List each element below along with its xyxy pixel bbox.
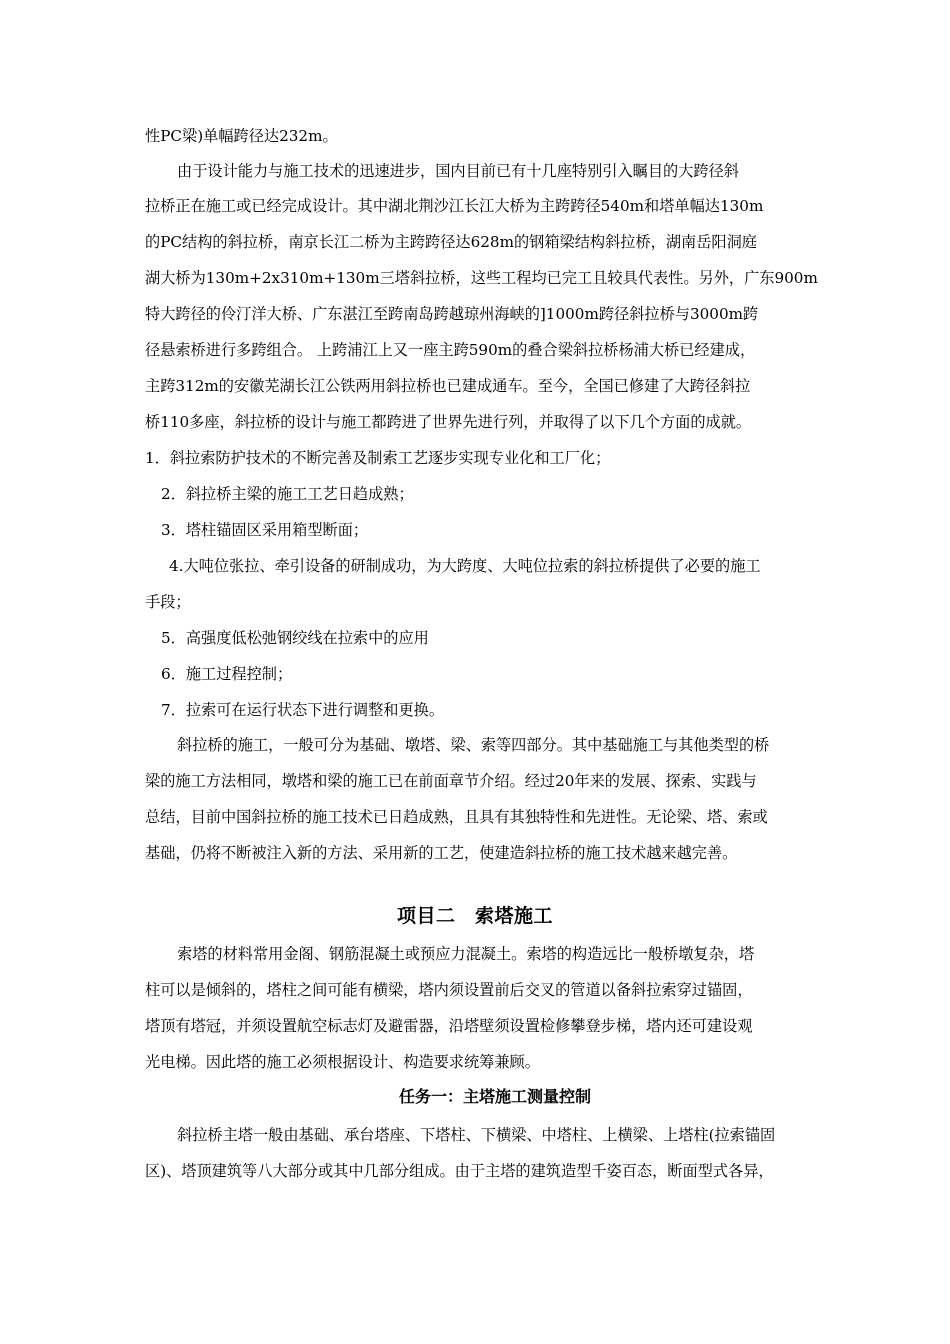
paragraph-line: 的PC结构的斜拉桥，南京长江二桥为主跨跨径达628m的钢箱梁结构斜拉桥，湖南岳阳洞庭: [145, 233, 757, 251]
paragraph-line: 径悬索桥进行多跨组合。 上跨浦江上又一座主跨590m的叠合梁斜拉桥杨浦大桥已经建成，: [145, 341, 756, 359]
paragraph-line: 基础，仍将不断被注入新的方法、采用新的工艺，使建造斜拉桥的施工技术越来越完善。: [145, 844, 738, 862]
paragraph-line: 湖大桥为130m+2x310m+130m三塔斜拉桥，这些工程均已完工且较具代表性。另外，广东900m: [145, 269, 818, 287]
paragraph-line: 梁的施工方法相同，墩塔和梁的施工已在前面章节介绍。经过20年来的发展、探索、实践与: [145, 772, 757, 790]
paragraph-line: 拉桥正在施工或已经完成设计。其中湖北荆沙江长江大桥为主跨跨径540m和塔单幅达130m: [145, 197, 764, 215]
list-item: 3．塔柱锚固区采用箱型断面；: [161, 521, 369, 539]
list-item: 6．施工过程控制；: [161, 665, 293, 683]
paragraph-line: 塔顶有塔冠，并须设置航空标志灯及避雷器，沿塔壁须设置检修攀登步梯，塔内还可建设观: [145, 1017, 753, 1035]
paragraph-line: 斜拉桥的施工，一般可分为基础、墩塔、梁、索等四部分。其中基础施工与其他类型的桥: [177, 736, 770, 754]
paragraph-line: 柱可以是倾斜的，塔柱之间可能有横梁，塔内须设置前后交叉的管道以备斜拉索穿过锚固，: [145, 981, 753, 999]
paragraph-line: 由于设计能力与施工技术的迅速进步，国内目前已有十几座特别引入瞩目的大跨径斜: [177, 162, 739, 180]
paragraph-line: 光电梯。因此塔的施工必须根据设计、构造要求统筹兼顾。: [145, 1053, 540, 1071]
paragraph-line: 桥110多座，斜拉桥的设计与施工都跨进了世界先进行列，并取得了以下几个方面的成就。: [145, 413, 752, 431]
list-item-continuation: 手段；: [145, 593, 191, 611]
list-item: 2．斜拉桥主梁的施工工艺日趋成熟；: [161, 485, 414, 503]
paragraph-line: 斜拉桥主塔一般由基础、承台塔座、下塔柱、下横梁、中塔柱、上横梁、上塔柱(拉索锚固: [177, 1126, 776, 1144]
list-item: 1．斜拉索防护技术的不断完善及制索工艺逐步实现专业化和工厂化；: [145, 449, 611, 467]
paragraph-line: 区)、塔顶建筑等八大部分或其中几部分组成。由于主塔的建筑造型千姿百态，断面型式各异，: [145, 1162, 774, 1180]
paragraph-line: 主跨312m的安徽芜湖长江公铁两用斜拉桥也已建成通车。至今，全国已修建了大跨径斜拉: [145, 377, 751, 395]
subsection-heading: 任务一：主塔施工测量控制: [398, 1087, 591, 1106]
paragraph-line: 总结，目前中国斜拉桥的施工技术已日趋成熟，且具有其独特性和先进性。无论梁、塔、索或: [145, 808, 768, 826]
paragraph-line: 索塔的材料常用金阁、钢筋混凝土或预应力混凝土。索塔的构造远比一般桥墩复杂，塔: [177, 945, 755, 963]
paragraph-line: 性PC梁)单幅跨径达232m。: [145, 127, 338, 145]
list-item: 5．高强度低松弛钢绞线在拉索中的应用: [161, 629, 429, 647]
list-item: 4.大吨位张拉、牵引设备的研制成功，为大跨度、大吨位拉索的斜拉桥提供了必要的施工: [169, 557, 761, 575]
paragraph-line: 特大跨径的伶汀洋大桥、广东湛江至跨南岛跨越琼州海峡的]1000m跨径斜拉桥与3000m跨: [145, 305, 759, 323]
section-heading: 项目二 索塔施工: [396, 905, 553, 927]
list-item: 7．拉索可在运行状态下进行调整和更换。: [161, 701, 445, 719]
